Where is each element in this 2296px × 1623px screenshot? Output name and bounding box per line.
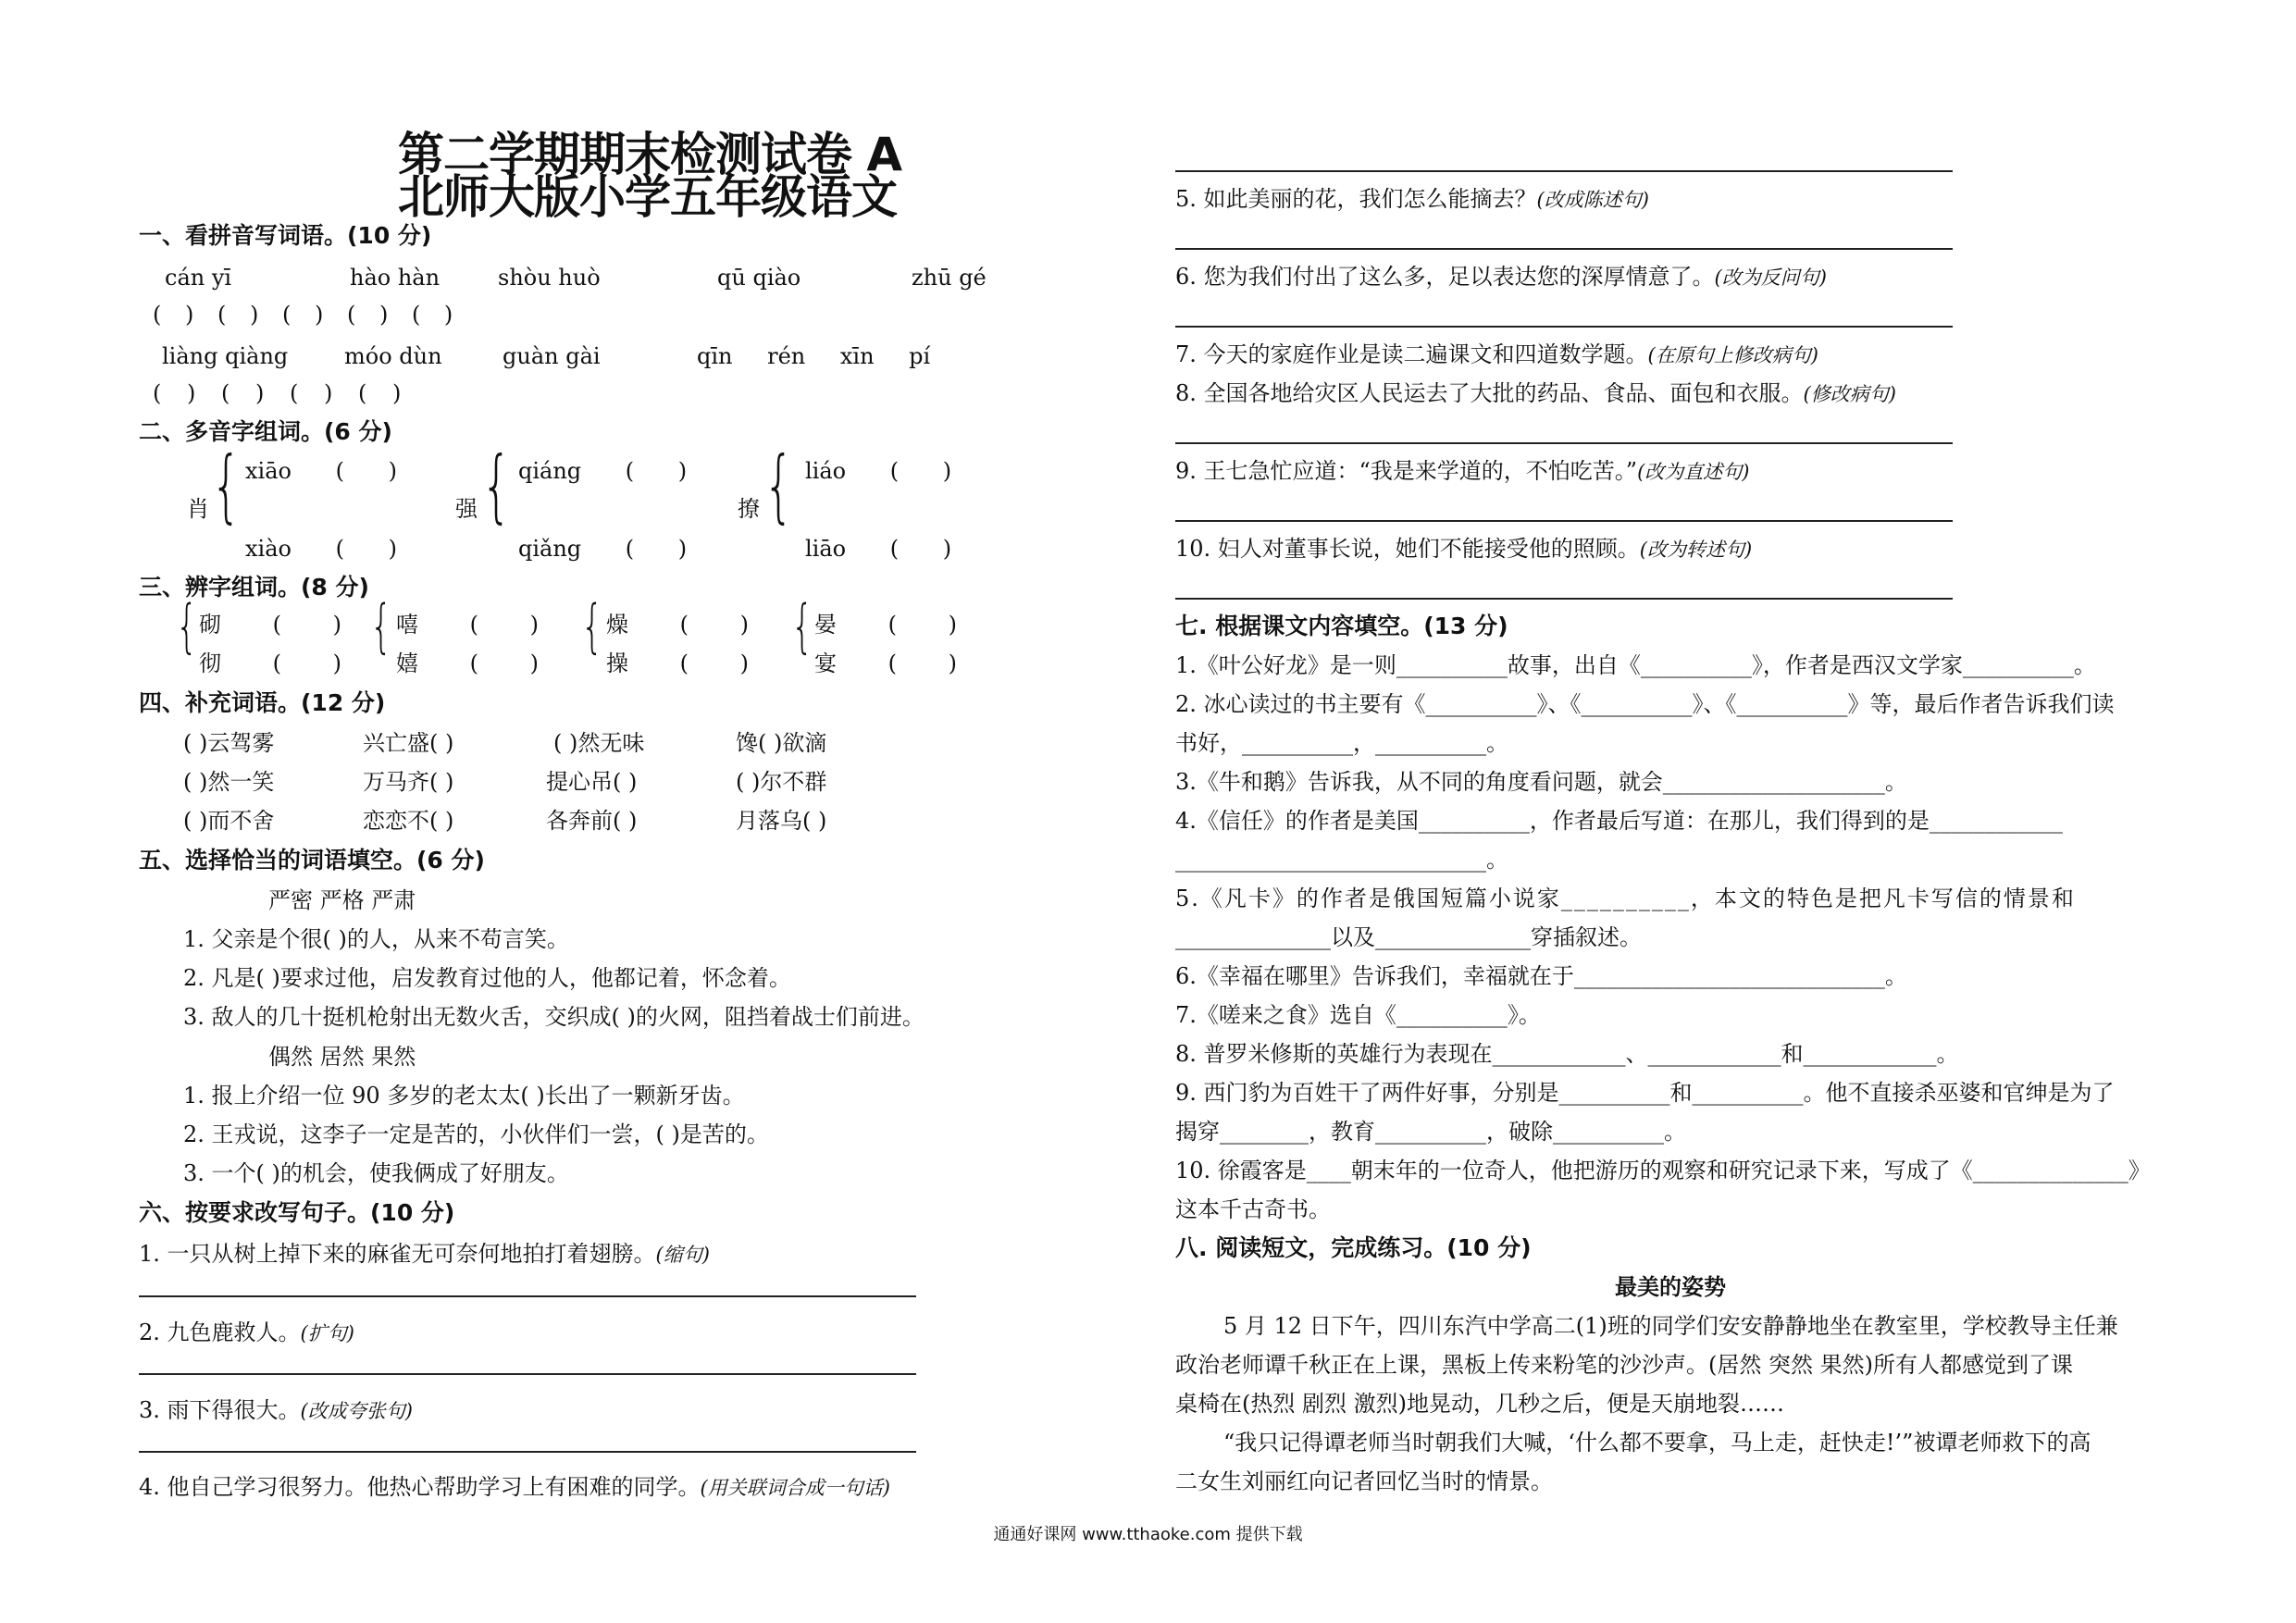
polyphone-char: 肖 (187, 496, 209, 522)
pinyin-item: móo dùn (344, 343, 442, 369)
rewrite-item (139, 1473, 890, 1502)
section-4-heading: 四、补充词语。(12 分) (139, 689, 386, 716)
passage-line: 政治老师谭千秋正在上课，黑板上传来粉笔的沙沙声。(居然 突然 果然)所有人都感觉到了课 (1175, 1352, 2073, 1378)
char-pair-item[interactable]: 嬉 ( ) (396, 650, 539, 676)
answer-line[interactable] (1175, 326, 1953, 328)
brace-icon: { (791, 592, 813, 660)
passage-line: 二女生刘丽红向记者回忆当时的情景。 (1175, 1468, 1553, 1494)
fill-line[interactable]: 9. 西门豹为百姓干了两件好事，分别是__________和__________。他不直接杀巫婆和官绅是为了 (1175, 1080, 2115, 1106)
section-5-heading: 五、选择恰当的词语填空。(6 分) (139, 847, 485, 873)
pinyin-item: qīn rén xīn pí (697, 343, 931, 369)
char-pair-item[interactable]: 砌 ( ) (199, 612, 341, 638)
polyphone-char: 撩 (738, 496, 760, 522)
fill-line[interactable]: 4.《信任》的作者是美国__________，作者最后写道：在那儿，我们得到的是____________ (1175, 808, 2063, 834)
fill-item[interactable]: 1. 报上介绍一位 90 多岁的老太太( )长出了一颗新牙齿。 (183, 1083, 745, 1109)
idiom-item[interactable]: 各奔前( ) (546, 808, 638, 834)
fill-line[interactable]: 揭穿________，教育__________，破除__________。 (1175, 1119, 1686, 1145)
pinyin-item: guàn gài (503, 343, 601, 369)
rewrite-text: 8. 全国各地给灾区人民运去了大批的药品、食品、面包和衣服。 (1175, 380, 1804, 406)
answer-line[interactable] (139, 1451, 916, 1453)
pinyin-item: qū qiào (717, 265, 801, 291)
section-3-heading: 三、辨字组词。(8 分) (139, 574, 369, 601)
rewrite-text: 6. 您为我们付出了这么多，足以表达您的深厚情意了。 (1175, 264, 1715, 290)
rewrite-text: 10. 妇人对董事长说，她们不能接受他的照顾。 (1175, 536, 1640, 562)
rewrite-note: (改为转述句) (1639, 539, 1753, 561)
answer-parentheses-row[interactable]: ( ) ( ) ( ) ( ) (153, 380, 411, 406)
rewrite-item (1175, 457, 1749, 486)
char-pair-item[interactable]: 操 ( ) (606, 650, 749, 676)
pinyin-item: zhū gé (912, 265, 987, 291)
fill-item[interactable]: 3. 一个( )的机会，使我俩成了好朋友。 (183, 1160, 569, 1186)
rewrite-item (139, 1396, 413, 1425)
char-pair-item[interactable]: 燥 ( ) (606, 612, 749, 638)
rewrite-text: 3. 雨下得很大。 (139, 1397, 301, 1423)
idiom-item[interactable]: ( )而不舍 (183, 808, 275, 834)
idiom-item[interactable]: 恋恋不( ) (363, 808, 454, 834)
polyphone-reading[interactable]: xiāo ( ) (245, 458, 397, 484)
answer-line[interactable] (139, 1295, 916, 1297)
fill-line[interactable]: ____________________________。 (1175, 847, 1508, 873)
brace-icon: { (481, 440, 512, 532)
brace-icon: { (581, 592, 603, 660)
exam-title-line2: 北师大版小学五年级语文 (398, 170, 897, 224)
fill-line[interactable]: 6.《幸福在哪里》告诉我们，幸福就在于____________________________。 (1175, 963, 1907, 989)
idiom-item[interactable]: ( )尔不群 (736, 769, 827, 795)
rewrite-note: (缩句) (655, 1244, 710, 1266)
rewrite-note: (修改病句) (1803, 383, 1896, 405)
polyphone-reading[interactable]: liáo ( ) (805, 458, 952, 484)
pinyin-item: shòu huò (498, 265, 601, 291)
fill-item[interactable]: 2. 王戎说，这李子一定是苦的，小伙伴们一尝，( )是苦的。 (183, 1121, 769, 1147)
rewrite-text: 4. 他自己学习很努力。他热心帮助学习上有困难的同学。 (139, 1474, 701, 1500)
section-8-heading: 八. 阅读短文，完成练习。(10 分) (1175, 1234, 1532, 1261)
fill-line[interactable]: 2. 冰心读过的书主要有《__________》、《__________》、《__________》等，最后作者告诉我们读 (1175, 691, 2115, 717)
idiom-item[interactable]: 万马齐( ) (363, 769, 454, 795)
rewrite-note: (改成陈述句) (1536, 189, 1649, 211)
polyphone-char: 强 (455, 496, 478, 522)
brace-icon: { (176, 592, 198, 660)
fill-line[interactable]: 8. 普罗米修斯的英雄行为表现在____________、____________和____________。 (1175, 1041, 1959, 1067)
word-choices: 严密 严格 严肃 (268, 887, 416, 913)
rewrite-item (1175, 185, 1649, 214)
rewrite-note: (改为反问句) (1714, 266, 1827, 289)
section-1-heading: 一、看拼音写词语。(10 分) (139, 222, 432, 249)
idiom-item[interactable]: 月落乌( ) (736, 808, 827, 834)
answer-line[interactable] (1175, 598, 1953, 600)
rewrite-note: (改成夸张句) (300, 1400, 413, 1422)
rewrite-item (1175, 535, 1752, 564)
rewrite-item (1175, 379, 1896, 408)
fill-line[interactable]: 5.《凡卡》的作者是俄国短篇小说家__________，本文的特色是把凡卡写信的情景和 (1175, 886, 2076, 911)
rewrite-text: 1. 一只从树上掉下来的麻雀无可奈何地拍打着翅膀。 (139, 1241, 656, 1267)
passage-line: “我只记得谭老师当时朝我们大喊，‘什么都不要拿，马上走，赶快走!’”被谭老师救下的高 (1223, 1430, 2091, 1456)
brace-icon: { (370, 592, 392, 660)
char-pair-item[interactable]: 彻 ( ) (199, 650, 341, 676)
exam-title-line1: 第二学期期末检测试卷 A (398, 128, 902, 181)
char-pair-item[interactable]: 宴 ( ) (814, 650, 957, 676)
fill-line[interactable]: 3.《牛和鹅》告诉我，从不同的角度看问题，就会____________________。 (1175, 769, 1907, 795)
answer-line[interactable] (1175, 248, 1953, 250)
rewrite-note: (用关联词合成一句话) (700, 1477, 890, 1499)
section-7-heading: 七. 根据课文内容填空。(13 分) (1175, 613, 1508, 639)
char-pair-item[interactable]: 嘻 ( ) (396, 612, 539, 638)
rewrite-item (139, 1319, 354, 1347)
char-pair-item[interactable]: 晏 ( ) (814, 612, 957, 638)
rewrite-note: (在原句上修改病句) (1647, 344, 1818, 366)
section-6-heading: 六、按要求改写句子。(10 分) (139, 1199, 455, 1226)
fill-item[interactable]: 1. 父亲是个很( )的人，从来不苟言笑。 (183, 926, 569, 952)
pinyin-item: hào hàn (350, 265, 441, 291)
fill-line[interactable]: 这本千古奇书。 (1175, 1196, 1331, 1222)
rewrite-item (1175, 341, 1818, 369)
pinyin-item: liàng qiàng (162, 343, 289, 369)
section-2-heading: 二、多音字组词。(6 分) (139, 418, 392, 445)
rewrite-text: 9. 王七急忙应道：“我是来学道的，不怕吃苦。” (1175, 458, 1638, 484)
answer-line[interactable] (1175, 170, 1953, 172)
passage-line: 桌椅在(热烈 剧烈 激烈)地晃动，几秒之后，便是天崩地裂…… (1175, 1391, 1784, 1417)
fill-line[interactable]: 10. 徐霞客是____朝末年的一位奇人，他把游历的观察和研究记录下来，写成了《______________》 (1175, 1158, 2151, 1183)
polyphone-reading[interactable]: liāo ( ) (805, 536, 952, 562)
polyphone-reading[interactable]: xiào ( ) (245, 536, 397, 562)
rewrite-item (1175, 263, 1827, 291)
fill-line[interactable]: ______________以及______________穿插叙述。 (1175, 924, 1642, 950)
idiom-item[interactable]: 兴亡盛( ) (363, 730, 454, 756)
answer-line[interactable] (139, 1373, 916, 1375)
idiom-item[interactable]: 馋( )欲滴 (736, 730, 827, 756)
fill-item[interactable]: 2. 凡是( )要求过他，启发教育过他的人，他都记着，怀念着。 (183, 965, 791, 991)
fill-line[interactable]: 书好，__________，__________。 (1175, 730, 1508, 756)
rewrite-text: 5. 如此美丽的花，我们怎么能摘去？ (1175, 186, 1537, 212)
idiom-item[interactable]: ( )云驾雾 (183, 730, 275, 756)
rewrite-text: 7. 今天的家庭作业是读二遍课文和四道数学题。 (1175, 341, 1648, 367)
idiom-item[interactable]: ( )然一笑 (183, 769, 275, 795)
rewrite-note: (扩句) (300, 1322, 354, 1344)
rewrite-note: (改为直述句) (1637, 461, 1750, 483)
fill-item[interactable]: 3. 敌人的几十挺机枪射出无数火舌，交织成( )的火网，阻挡着战士们前进。 (183, 1004, 925, 1030)
brace-icon: { (763, 440, 794, 532)
rewrite-item (139, 1240, 710, 1269)
idiom-item[interactable]: ( )然无味 (553, 730, 645, 756)
polyphone-reading[interactable]: qiáng ( ) (518, 458, 688, 484)
answer-line[interactable] (1175, 442, 1953, 444)
answer-line[interactable] (1175, 520, 1953, 522)
pinyin-item: cán yī (165, 265, 232, 291)
answer-parentheses-row[interactable]: ( ) ( ) ( ) ( ) ( ) (153, 302, 462, 328)
passage-title: 最美的姿势 (1615, 1274, 1726, 1300)
passage-line: 5 月 12 日下午，四川东汽中学高二(1)班的同学们安安静静地坐在教室里，学校教导主任兼 (1223, 1313, 2118, 1339)
fill-line[interactable]: 7.《嗟来之食》选自《__________》。 (1175, 1002, 1541, 1028)
rewrite-text: 2. 九色鹿救人。 (139, 1319, 301, 1345)
brace-icon: { (211, 440, 242, 532)
word-choices: 偶然 居然 果然 (268, 1044, 416, 1070)
fill-line[interactable]: 1.《叶公好龙》是一则__________故事，出自《__________》，作者是西汉文学家__________。 (1175, 652, 2096, 678)
page-footer: 通通好课网 www.tthaoke.com 提供下载 (993, 1525, 1303, 1544)
idiom-item[interactable]: 提心吊( ) (546, 769, 638, 795)
polyphone-reading[interactable]: qiǎng ( ) (518, 536, 688, 562)
